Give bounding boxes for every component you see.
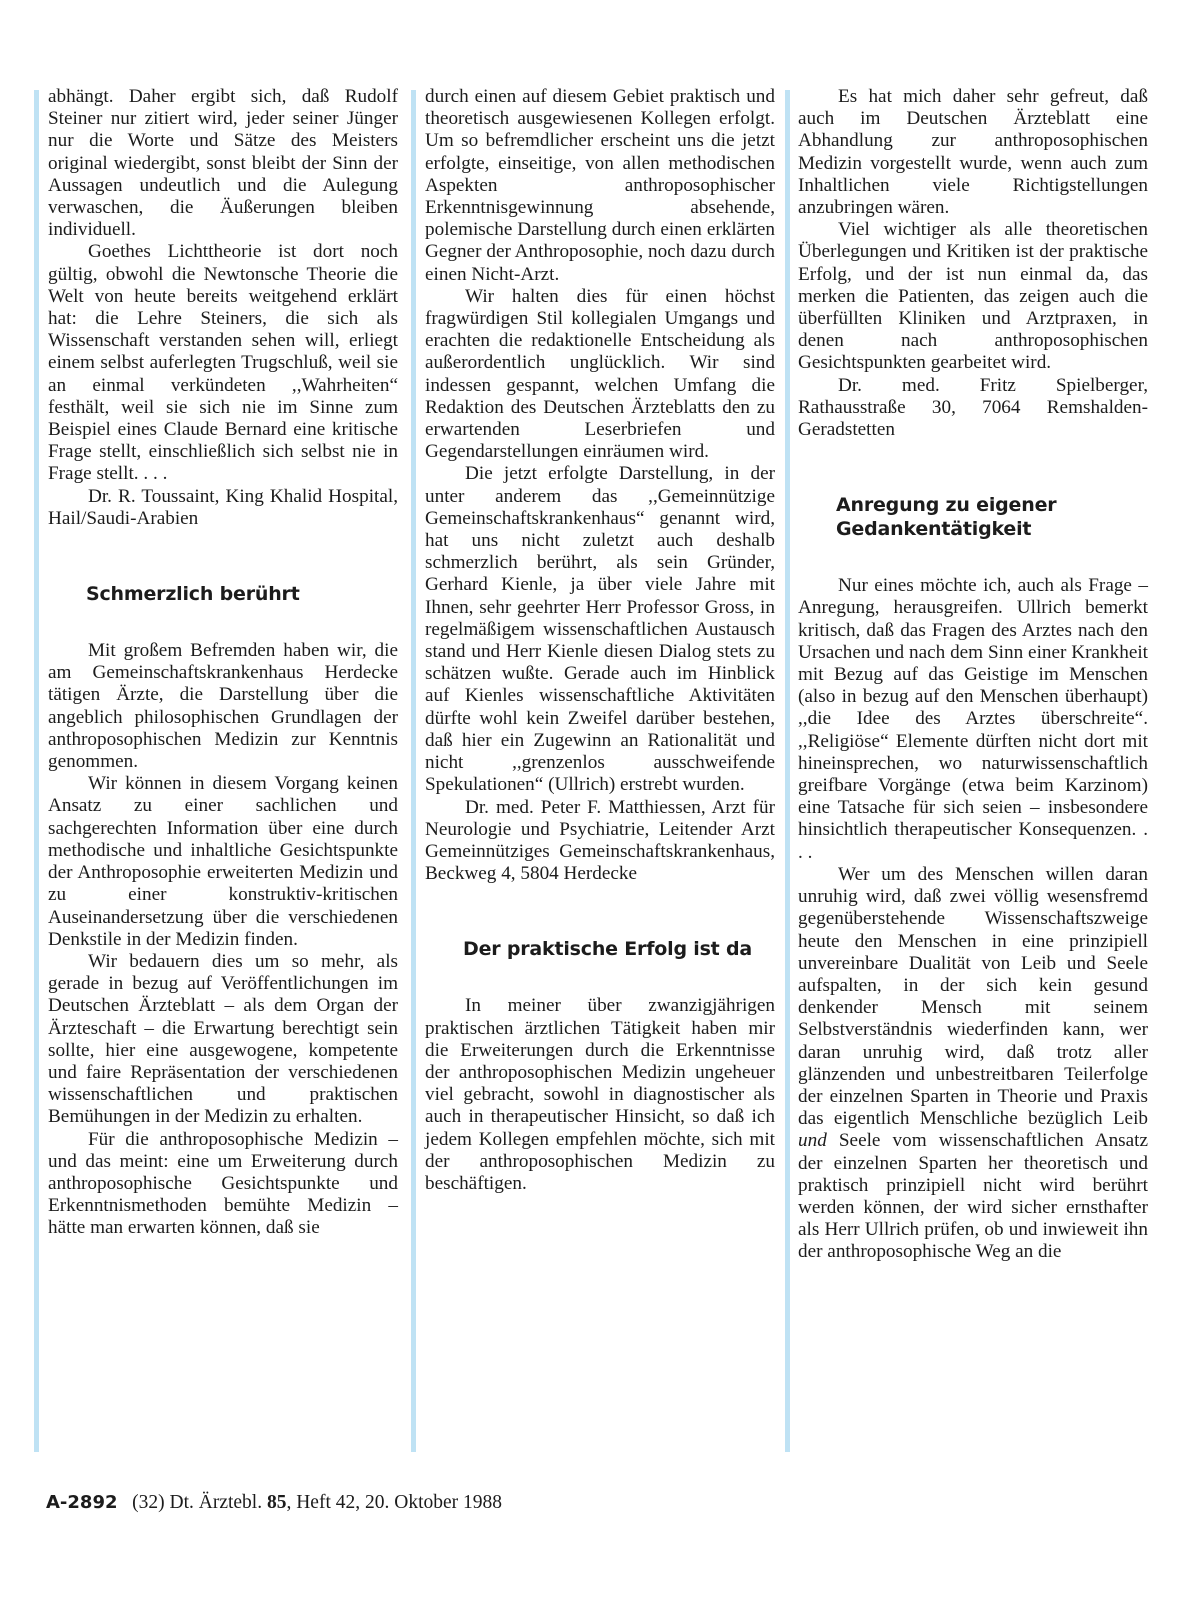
section-heading: Anregung zu eigener Gedankentätigkeit [836,494,1057,541]
paragraph: Die jetzt erfolgte Darstellung, in der unter anderem das ,,Gemeinnützige Gemeinschaftskrankenhaus“ genannt wird, hat uns nicht zuletzt auch deshalb schmerzlich berührt, als sein Gründer, Gerhard Kienle, ja über viele Jahre mit Ihnen, sehr geehrter Herr Professor Gross, in regelmäßigem wissenschaftlichen Austausch stand und Herr Kienle diesen Dialog stets zu schätzen wußte. Gerade auch im Hinblick auf Kienles wissenschaftliche Aktivitäten dürfte wohl kein Zweifel darüber bestehen, daß hier ein Zugewinn an Rationalität und nicht ,,grenzenlos ausschweifende Spekulationen“ (Ullrich) erstrebt wurden. [425,463,775,796]
column-rule [34,90,39,1452]
paragraph: Wir können in diesem Vorgang keinen Ansatz zu einer sachlichen und sachgerechten Information über eine durch methodische und inhaltliche Gesichtspunkte der Anthroposophie erweiterten Medizin und zu einer konstruktiv-kritischen Auseinandersetzung über die verschiedenen Denkstile in der Medizin finden. [48,773,398,950]
column-3 [798,86,1148,1264]
paragraph: Wir bedauern dies um so mehr, als gerade in bezug auf Veröffentlichungen im Deutschen Ärzteblatt – als dem Organ der Ärzteschaft – die Erwartung berechtigt sein sollte, hier eine ausgewogene, kompetente und faire Repräsentation der verschiedenen wissenschaftlichen und praktischen Bemühungen in der Medizin zu erhalten. [48,950,398,1128]
paragraph: Nur eines möchte ich, auch als Frage – Anregung, herausgreifen. Ullrich bemerkt kritisch, daß das Fragen des Arztes nach den Ursachen und nach dem Sinn einer Krankheit mit Bezug auf das Geistige im Menschen (also in bezug auf den Menschen überhaupt) ,,die Idee des Arztes überschreite“. ,,Religiöse“ Elemente dürften nicht dort mit hineinsprechen, wo naturwissenschaftlich greifbare Vorgänge (etwa beim Karzinom) eine Tatsache für sich seien – insbesondere hinsichtlich therapeutischer Konsequenzen. . . . [798,575,1148,863]
letter-signature: Dr. R. Toussaint, King Khalid Hospital, Hail/Saudi-Arabien [48,485,398,529]
issue-date: , Heft 42, 20. Oktober 1988 [286,1492,503,1513]
paragraph: Goethes Lichttheorie ist dort noch gültig, obwohl die Newtonsche Theorie die Welt von heute bereits weitgehend erklärt hat: die Lehre Steiners, die sich als Wissenschaft verstanden sehen will, erliegt einem selbst auferlegten Trugschluß, weil sie an einmal verkündeten ,,Wahrheiten“ festhält, weil sie sich nie im Sinne zum Beispiel eines Claude Bernard eine kritische Frage stellt, einschließlich sich selbst nie in Frage stellt. . . . [48,241,398,485]
column-2 [425,86,775,1195]
paragraph: In meiner über zwanzigjährigen praktischen ärztlichen Tätigkeit haben mir die Erweiterungen durch die Erkenntnisse der anthroposophischen Medizin ungeheuer viel gebracht, sowohl in diagnostischer als auch in therapeutischer Hinsicht, so daß ich jedem Kollegen empfehlen möchte, sich mit der anthroposophischen Medizin zu beschäftigen. [425,995,775,1194]
letter-signature: Dr. med. Fritz Spielberger, Rathausstraße 30, 7064 Remshalden-Geradstetten [798,374,1148,441]
paragraph: Es hat mich daher sehr gefreut, daß auch im Deutschen Ärzteblatt eine Abhandlung zur anthroposophischen Medizin vorgestellt wurde, wenn auch zum Inhaltlichen viele Richtigstellungen anzubringen wären. [798,86,1148,219]
paragraph: Wir halten dies für einen höchst fragwürdigen Stil kollegialen Umgangs und erachten die redaktionelle Entscheidung als außerordentlich unglücklich. Wir sind indessen gespannt, welchen Umfang die Redaktion des Deutschen Ärzteblatts den zu erwartenden Leserbriefen und Gegendarstellungen einräumen wird. [425,285,775,463]
paragraph: Viel wichtiger als alle theoretischen Überlegungen und Kritiken ist der praktische Erfolg, und der ist nun einmal da, das merken die Patienten, das zeigen auch die überfüllten Kliniken und Arztpraxen, in denen nach anthroposophischen Gesichtspunkten gearbeitet wird. [798,219,1148,374]
column-1 [48,86,398,1240]
emphasis: und [798,1130,827,1152]
paragraph-part: Wer um des Menschen willen daran unruhig wird, daß zwei völlig wesensfremd gegenüberstehende Wissenschaftszweige heute den Menschen in eine prinzipiell unvereinbare Dualität von Leib und Seele aufspalten, in der sich kein gesund denkender Mensch mit seinem Selbstverständnis wiederfinden kann, wer daran unruhig wird, daß trotz aller glänzenden und unbestreitbaren Teilerfolge der einzelnen Sparten in Theorie und Praxis das eigentlich Menschliche bezüglich Leib [798,863,1148,1130]
paragraph [798,864,1148,1264]
paragraph-part: Seele vom wissenschaftlichen Ansatz der einzelnen Sparten her theoretisch und praktisch prinzipiell nicht wird berührt werden können, der wird sicher ernsthafter als Herr Ullrich prüfen, ob und inwieweit ihn der anthroposophische Weg an die [798,1130,1149,1263]
column-rule [785,90,790,1452]
letter-signature: Dr. med. Peter F. Matthiessen, Arzt für Neurologie und Psychiatrie, Leitender Arzt Gemeinnütziges Gemeinschaftskrankenhaus, Beckweg 4, 5804 Herdecke [425,796,775,885]
paragraph: Für die anthroposophische Medizin – und das meint: eine um Erweiterung durch anthroposophische Gesichtspunkte und Erkenntnismethoden bemühte Medizin – hätte man erwarten können, daß sie [48,1128,398,1239]
volume-number: 85 [266,1492,287,1513]
column-rule [411,90,416,1452]
page-number: A-2892 [46,1492,118,1513]
section-heading: Der praktische Erfolg ist da [463,938,753,961]
paragraph: durch einen auf diesem Gebiet praktisch und theoretisch ausgewiesenen Kollegen erfolgt. Um so befremdlicher erscheint uns die jetzt erfolgte, einseitige, von allen methodischen Aspekten anthroposophischer Erkenntnisgewinnung absehende, polemische Darstellung durch einen erklärten Gegner der Anthroposophie, noch dazu durch einen Nicht-Arzt. [425,86,775,285]
paragraph: abhängt. Daher ergibt sich, daß Rudolf Steiner nur zitiert wird, jeder seiner Jünger nur die Worte und Sätze des Meisters original wiedergibt, sonst bleibt der Sinn der Aussagen undeutlich und die Aulegung verwaschen, die Äußerungen bleiben individuell. [48,86,398,241]
page-footer [46,1492,502,1514]
section-heading: Schmerzlich berührt [86,583,300,606]
paragraph: Mit großem Befremden haben wir, die am Gemeinschaftskrankenhaus Herdecke tätigen Ärzte, die Darstellung über die angeblich philosophischen Grundlagen der anthroposophischen Medizin zur Kenntnis genommen. [48,640,398,773]
journal-citation: (32) Dt. Ärztebl. [132,1492,263,1513]
